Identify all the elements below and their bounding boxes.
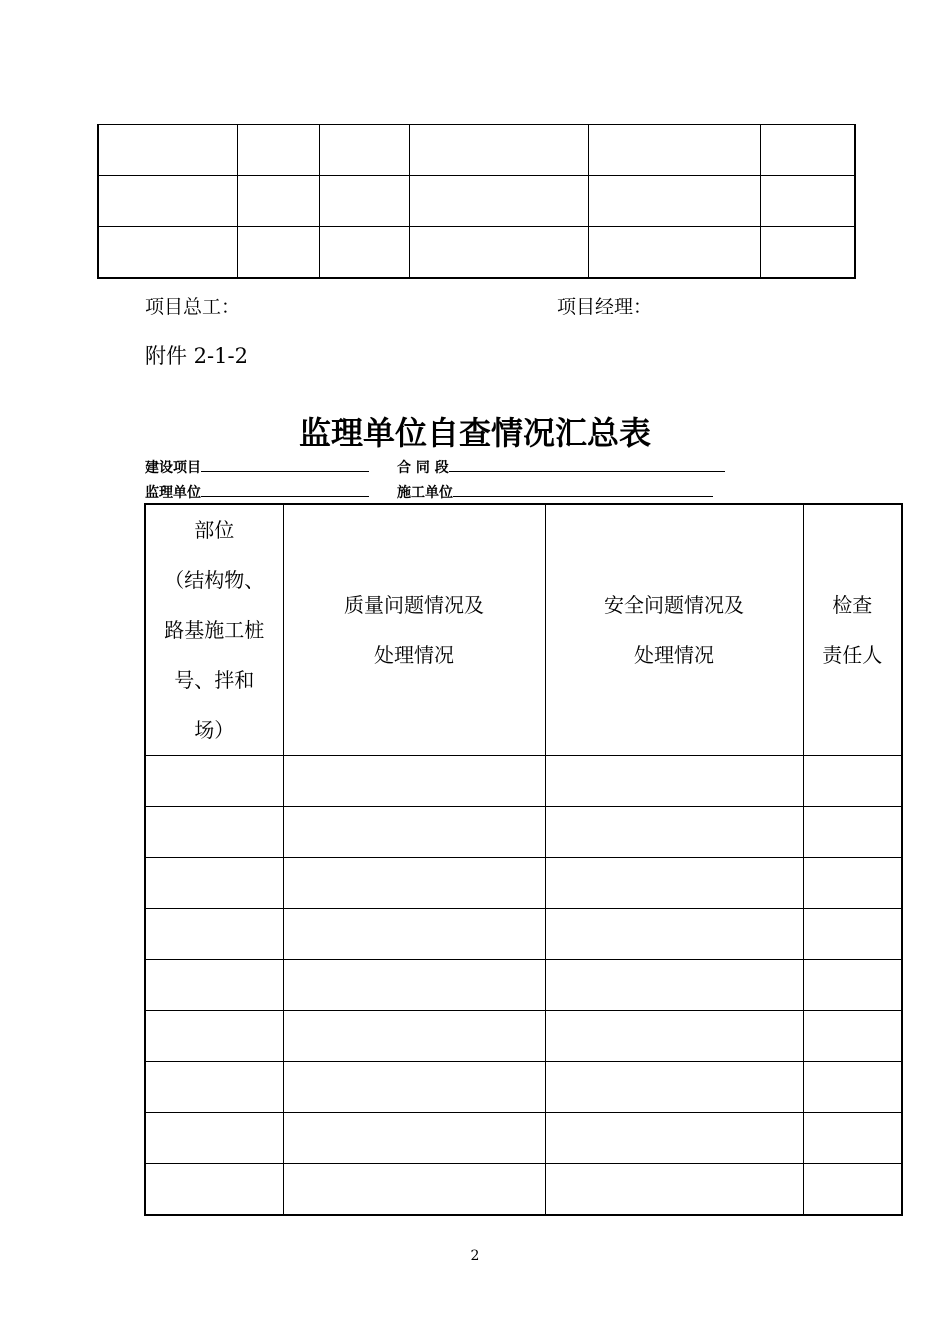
page-number: 2: [470, 1248, 480, 1264]
table-cell: [760, 176, 855, 227]
table-row: [145, 858, 902, 909]
table-cell[interactable]: [145, 909, 283, 960]
table-row: [145, 1113, 902, 1164]
table-row: [98, 227, 855, 279]
table-cell[interactable]: [803, 756, 902, 807]
table-cell: [760, 227, 855, 279]
table-cell[interactable]: [803, 858, 902, 909]
table-cell[interactable]: [803, 1011, 902, 1062]
header-line: 部位: [194, 518, 235, 542]
table-row: [145, 1164, 902, 1216]
table-cell[interactable]: [545, 1113, 803, 1164]
table-cell: [588, 227, 760, 279]
page-title: 监理单位自查情况汇总表: [298, 414, 651, 452]
table-header-row: [145, 504, 902, 756]
table-cell[interactable]: [145, 1062, 283, 1113]
table-cell[interactable]: [803, 1062, 902, 1113]
project-manager-label: 项目经理：: [557, 296, 653, 318]
table-cell[interactable]: [145, 1164, 283, 1216]
meta-row-2: [145, 482, 713, 502]
previous-page-table: [97, 124, 856, 279]
table-cell: [409, 125, 588, 176]
table-cell[interactable]: [803, 1164, 902, 1216]
table-cell[interactable]: [545, 960, 803, 1011]
header-line: 处理情况: [634, 643, 714, 667]
table-cell[interactable]: [545, 858, 803, 909]
attachment-label: 附件 2-1-2: [145, 344, 248, 368]
table-cell[interactable]: [803, 909, 902, 960]
header-line: 责任人: [822, 643, 883, 667]
table-cell[interactable]: [283, 807, 545, 858]
table-cell[interactable]: [803, 960, 902, 1011]
table-cell[interactable]: [545, 1011, 803, 1062]
table-cell[interactable]: [545, 1164, 803, 1216]
header-location: [145, 504, 283, 756]
table-cell[interactable]: [283, 909, 545, 960]
table-cell: [588, 176, 760, 227]
header-line: 路基施工桩: [164, 618, 265, 642]
header-line: 号、拌和: [174, 668, 255, 692]
construction-unit-field[interactable]: [453, 482, 713, 497]
table-row: [145, 1062, 902, 1113]
table-cell[interactable]: [145, 756, 283, 807]
table-cell[interactable]: [545, 1062, 803, 1113]
table-cell[interactable]: [283, 960, 545, 1011]
header-line: 处理情况: [374, 643, 454, 667]
table-cell: [409, 227, 588, 279]
table-cell[interactable]: [283, 1062, 545, 1113]
table-cell: [98, 227, 237, 279]
table-cell: [409, 176, 588, 227]
table-cell: [237, 227, 319, 279]
table-row: [98, 125, 855, 176]
table-cell: [237, 125, 319, 176]
table-cell[interactable]: [803, 1113, 902, 1164]
contract-section-field[interactable]: [449, 457, 725, 472]
table-row: [145, 807, 902, 858]
table-row: [145, 960, 902, 1011]
header-line: 安全问题情况及: [604, 593, 744, 617]
table-cell[interactable]: [545, 909, 803, 960]
table-row: [145, 756, 902, 807]
supervision-unit-label: 监理单位: [145, 485, 201, 501]
summary-table: [144, 503, 903, 1216]
header-safety: [545, 504, 803, 756]
table-cell: [588, 125, 760, 176]
table-row: [145, 1011, 902, 1062]
header-line: 质量问题情况及: [344, 593, 484, 617]
table-cell[interactable]: [145, 1113, 283, 1164]
table-cell[interactable]: [283, 1011, 545, 1062]
supervision-unit-field[interactable]: [201, 482, 369, 497]
table-cell: [319, 125, 409, 176]
contract-section-label: 合 同 段: [397, 460, 449, 476]
table-cell: [98, 125, 237, 176]
construction-project-field[interactable]: [201, 457, 369, 472]
table-cell[interactable]: [545, 756, 803, 807]
chief-engineer-label: 项目总工：: [145, 296, 241, 318]
table-cell[interactable]: [283, 858, 545, 909]
table-cell[interactable]: [545, 807, 803, 858]
table-cell[interactable]: [283, 756, 545, 807]
table-cell[interactable]: [283, 1164, 545, 1216]
table-cell[interactable]: [145, 1011, 283, 1062]
table-row: [98, 176, 855, 227]
construction-project-label: 建设项目: [145, 460, 201, 476]
table-cell[interactable]: [145, 807, 283, 858]
table-row: [145, 909, 902, 960]
table-cell: [98, 176, 237, 227]
header-line: 场）: [194, 718, 235, 742]
header-inspector: [803, 504, 902, 756]
header-line: （结构物、: [164, 568, 265, 592]
table-cell: [760, 125, 855, 176]
meta-row-1: [145, 457, 725, 477]
header-quality: [283, 504, 545, 756]
header-line: 检查: [832, 593, 873, 617]
table-cell: [237, 176, 319, 227]
table-cell[interactable]: [145, 960, 283, 1011]
table-cell[interactable]: [145, 858, 283, 909]
table-cell: [319, 227, 409, 279]
table-cell: [319, 176, 409, 227]
construction-unit-label: 施工单位: [397, 485, 453, 501]
table-cell[interactable]: [803, 807, 902, 858]
table-cell[interactable]: [283, 1113, 545, 1164]
